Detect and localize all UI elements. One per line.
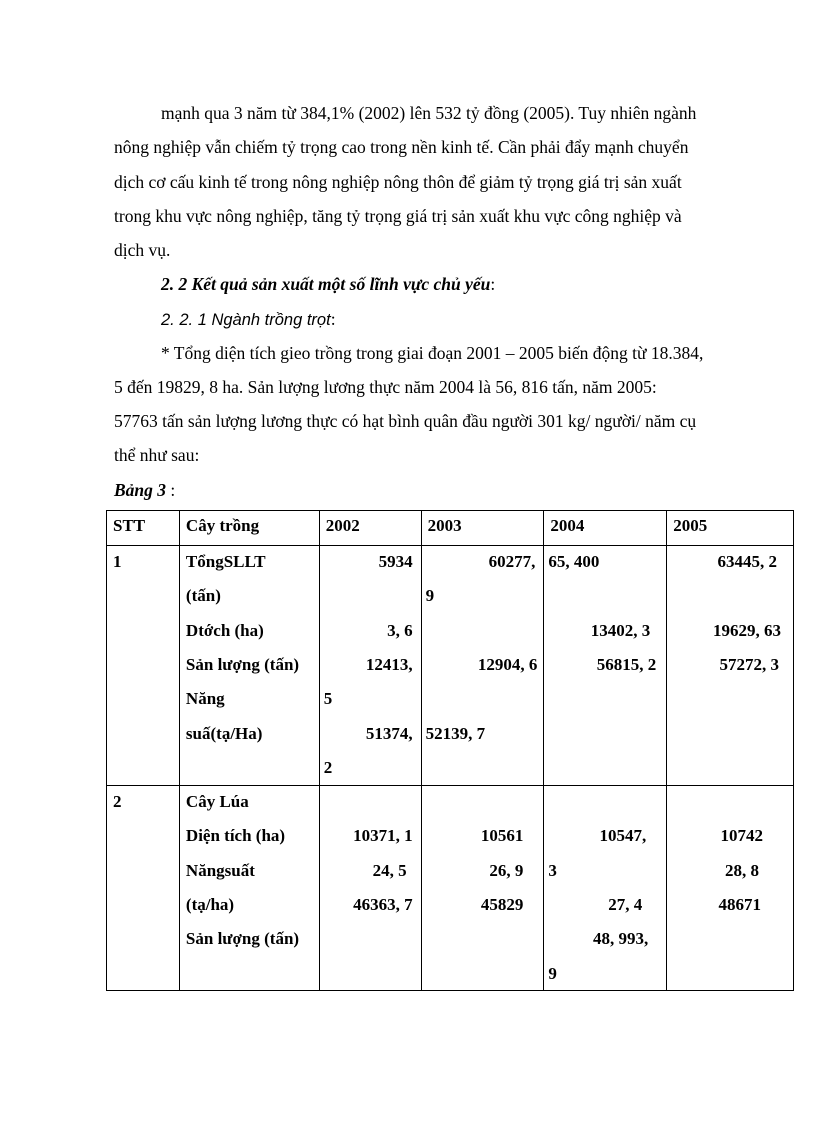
table-header-row (107, 511, 794, 546)
cell-crop (179, 786, 319, 991)
cell-2002 (319, 786, 421, 991)
cell-value: 5 (323, 689, 333, 708)
cell-value: 51374, (365, 724, 413, 743)
heading-colon: : (330, 309, 336, 329)
paragraph-line: trong khu vực nông nghiệp, tăng tỷ trọng giá trị sản xuất khu vực công nghiệp và (114, 206, 682, 226)
cell-value: 27, 4 (608, 895, 643, 914)
cell-value: 3, 6 (387, 621, 413, 640)
cell-value: 10742 (720, 826, 763, 845)
section-heading-2-2 (161, 273, 495, 295)
cell-value: 12904, 6 (477, 655, 538, 674)
cell-value: 19629, 63 (713, 621, 781, 640)
cell-2005 (667, 786, 794, 991)
paragraph-line: dịch vụ. (114, 240, 171, 260)
header-2003: 2003 (427, 516, 462, 535)
cell-value: 46363, 7 (353, 895, 413, 914)
cell-value: 63445, 2 (717, 552, 777, 571)
cell-2004 (544, 546, 667, 786)
header-2004: 2004 (550, 516, 585, 535)
heading-text: 2. 2. 1 Ngành trồng trọt (161, 311, 331, 329)
table-row (107, 546, 794, 786)
header-2002: 2002 (325, 516, 360, 535)
cell-value: 2 (323, 758, 333, 777)
table-caption (114, 479, 175, 501)
header-stt: STT (113, 516, 146, 535)
cell-value: 56815, 2 (596, 655, 657, 674)
cell-value: 3 (548, 861, 557, 880)
cell-value: 52139, 7 (425, 724, 486, 743)
table-label-colon: : (166, 480, 176, 500)
cell-value: 9 (548, 964, 557, 983)
row-label: (tấn) (185, 586, 221, 605)
cell-value: 28, 8 (725, 861, 759, 880)
row-label: Sản lượng (tấn) (185, 929, 300, 948)
header-cell (319, 511, 421, 546)
row-label: suấ(tạ/Ha) (185, 724, 263, 743)
header-2005: 2005 (673, 516, 708, 535)
header-cell (107, 511, 180, 546)
row-label: Dtớch (ha) (185, 621, 264, 640)
paragraph-line: mạnh qua 3 năm từ 384,1% (2002) lên 532 tỷ đồng (2005). Tuy nhiên ngành (161, 103, 697, 123)
stt-value: 1 (113, 552, 122, 571)
cell-value: 10561 (480, 826, 524, 845)
cell-stt (107, 786, 180, 991)
heading-text: 2. 2 Kết quả sản xuất một số lĩnh vực chủ yếu (161, 274, 491, 294)
table-row (107, 786, 794, 991)
paragraph-line: 5 đến 19829, 8 ha. Sản lượng lương thực năm 2004 là 56, 816 tấn, năm 2005: (114, 377, 657, 397)
row-label: (tạ/ha) (185, 895, 235, 914)
cell-value: 48671 (718, 895, 761, 914)
header-crop: Cây trồng (185, 516, 260, 535)
cell-value: 48, 993, (592, 929, 649, 948)
cell-2004 (544, 786, 667, 991)
row-label: Diện tích (ha) (185, 826, 286, 845)
paragraph-line: * Tổng diện tích gieo trồng trong giai đoạn 2001 – 2005 biến động từ 18.384, (161, 343, 704, 363)
cell-2005 (667, 546, 794, 786)
data-table (106, 510, 794, 991)
cell-value: 10547, (599, 826, 647, 845)
paragraph-line: thể như sau: (114, 445, 200, 465)
section-heading-2-2-1 (161, 308, 336, 331)
header-cell (179, 511, 319, 546)
heading-colon: : (490, 274, 496, 294)
row-label: Sản lượng (tấn) (185, 655, 300, 674)
cell-value: 45829 (480, 895, 524, 914)
header-cell (544, 511, 667, 546)
cell-value: 13402, 3 (590, 621, 651, 640)
header-cell (667, 511, 794, 546)
cell-value: 10371, 1 (353, 826, 413, 845)
cell-value: 12413, (365, 655, 413, 674)
cell-value: 9 (425, 586, 435, 605)
cell-2002 (319, 546, 421, 786)
paragraph-line: 57763 tấn sản lượng lương thực có hạt bình quân đầu người 301 kg/ người/ năm cụ (114, 411, 697, 431)
paragraph-line: dịch cơ cấu kinh tế trong nông nghiệp nông thôn để giảm tỷ trọng giá trị sản xuất (114, 172, 682, 192)
stt-value: 2 (113, 792, 122, 811)
cell-value: 24, 5 (372, 861, 407, 880)
row-label: Năngsuất (185, 861, 255, 880)
row-label: Cây Lúa (185, 792, 249, 811)
cell-value: 57272, 3 (719, 655, 779, 674)
cell-2003 (421, 546, 544, 786)
paragraph-line: nông nghiệp vẫn chiếm tỷ trọng cao trong nền kinh tế. Cần phải đẩy mạnh chuyển (114, 137, 689, 157)
header-cell (421, 511, 544, 546)
cell-value: 26, 9 (489, 861, 524, 880)
cell-value: 5934 (378, 552, 413, 571)
cell-2003 (421, 786, 544, 991)
cell-value: 60277, (488, 552, 536, 571)
table-label: Bảng 3 (114, 480, 167, 500)
cell-stt (107, 546, 180, 786)
cell-value: 65, 400 (548, 552, 600, 571)
cell-crop (179, 546, 319, 786)
row-label: Năng (185, 689, 225, 708)
row-label: TổngSLLT (185, 552, 266, 571)
